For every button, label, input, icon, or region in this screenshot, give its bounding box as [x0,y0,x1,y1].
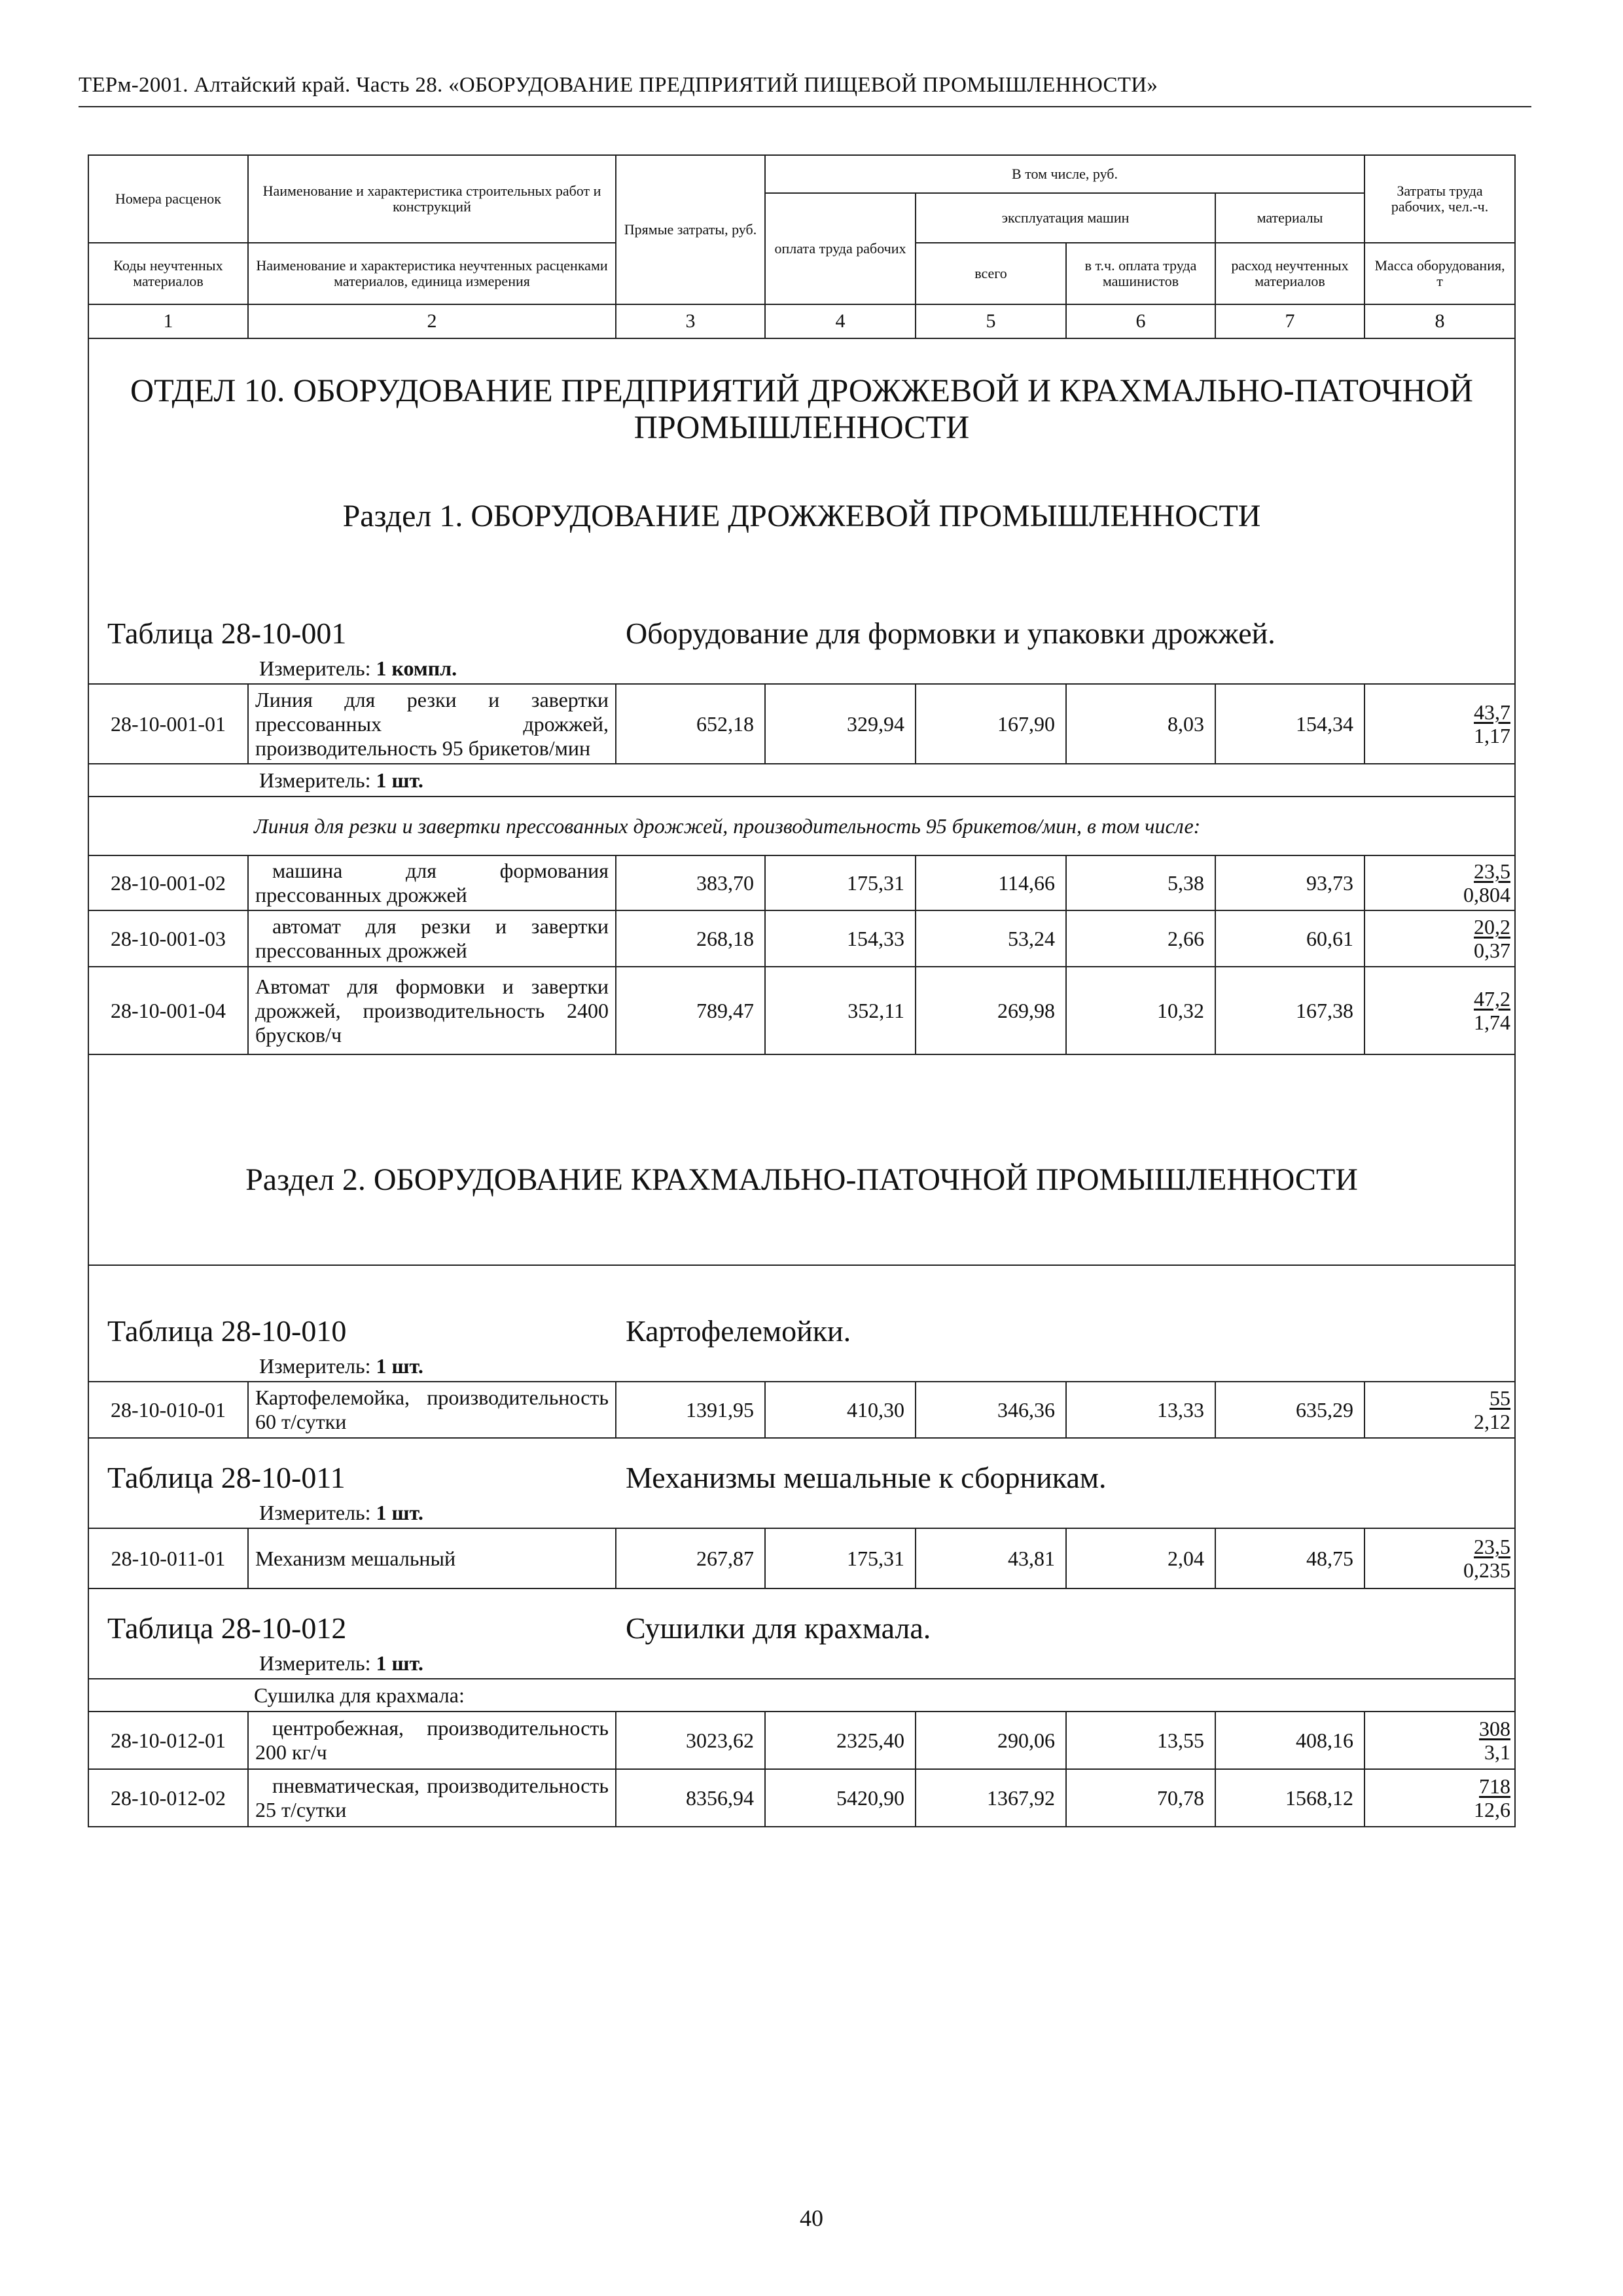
spacer [88,548,1515,614]
th-direct-costs: Прямые затраты, руб. [616,155,765,304]
col-num: 3 [616,304,765,338]
measure-label: Измеритель: [259,656,371,680]
materials: 408,16 [1215,1712,1364,1769]
labor-hours: 43,7 [1474,700,1511,724]
equipment-mass: 1,74 [1474,1011,1511,1034]
col-num: 5 [916,304,1066,338]
measure-line [88,764,1515,797]
machinist-pay: 70,78 [1066,1769,1215,1827]
materials: 1568,12 [1215,1769,1364,1827]
equipment-mass: 0,804 [1463,883,1511,906]
direct-costs: 383,70 [616,855,765,910]
machinist-pay: 2,04 [1066,1528,1215,1588]
measure-label: Измеритель: [259,1354,371,1378]
labor-hours: 718 [1479,1774,1511,1798]
direct-costs: 8356,94 [616,1769,765,1827]
table-description: Оборудование для формовки и упаковки дрожжей. [626,617,1275,650]
materials: 167,38 [1215,967,1364,1054]
direct-costs: 789,47 [616,967,765,1054]
labor-mass-fraction [1364,1712,1515,1769]
rate-name: центробежная, производительность 200 кг/ч [248,1712,616,1769]
labor-pay: 5420,90 [765,1769,916,1827]
table-description: Механизмы мешальные к сборникам. [626,1461,1107,1494]
direct-costs: 267,87 [616,1528,765,1588]
th-work-name: Наименование и характеристика строительных работ и конструкций [248,155,616,243]
th-material-usage: расход неучтенных материалов [1215,243,1364,304]
col-num: 4 [765,304,916,338]
rate-name: машина для формования прессованных дрожжей [248,855,616,910]
machinist-pay: 13,55 [1066,1712,1215,1769]
measure-line [88,1648,1515,1679]
table-heading [88,1438,1515,1498]
rate-code: 28-10-001-03 [88,910,248,967]
labor-mass-fraction [1364,1382,1515,1438]
th-labor-hours: Затраты труда рабочих, чел.-ч. [1364,155,1515,243]
labor-pay: 2325,40 [765,1712,916,1769]
th-including: В том числе, руб. [765,155,1364,193]
measure-unit: 1 компл. [376,656,457,680]
th-machinist-pay: в т.ч. оплата труда машинистов [1066,243,1215,304]
measure-label: Измеритель: [259,1500,371,1524]
th-labor-pay: оплата труда рабочих [765,193,916,304]
rate-name: пневматическая, производительность 25 т/сутки [248,1769,616,1827]
section-otdel-title: ОТДЕЛ 10. ОБОРУДОВАНИЕ ПРЕДПРИЯТИЙ ДРОЖЖЕВОЙ И КРАХМАЛЬНО-ПАТОЧНОЙ ПРОМЫШЛЕННОСТИ [88,338,1515,483]
labor-mass-fraction [1364,1528,1515,1588]
direct-costs: 1391,95 [616,1382,765,1438]
table-row [88,910,1515,967]
rate-name: Линия для резки и завертки прессованных дрожжей, производительность 95 брикетов/мин [248,684,616,764]
rate-name: Автомат для формовки и завертки дрожжей, производительность 2400 брусков/ч [248,967,616,1054]
labor-pay: 352,11 [765,967,916,1054]
table-heading [88,614,1515,653]
rates-table [88,154,1516,1827]
labor-hours: 23,5 [1474,859,1511,883]
labor-pay: 329,94 [765,684,916,764]
labor-mass-fraction [1364,910,1515,967]
rate-code: 28-10-012-02 [88,1769,248,1827]
direct-costs: 268,18 [616,910,765,967]
measure-line [88,653,1515,684]
page-number: 40 [800,2205,823,2231]
equipment-mass: 12,6 [1474,1798,1511,1821]
group-heading: Линия для резки и завертки прессованных дрожжей, производительность 95 брикетов/мин, в том числе: [88,797,1515,855]
machines-total: 53,24 [916,910,1066,967]
th-rate-numbers: Номера расценок [88,155,248,243]
measure-unit: 1 шт. [376,1500,423,1524]
rate-name: Механизм мешальный [248,1528,616,1588]
rate-code: 28-10-012-01 [88,1712,248,1769]
labor-pay: 175,31 [765,1528,916,1588]
col-num: 2 [248,304,616,338]
measure-line [88,1498,1515,1528]
equipment-mass: 0,235 [1463,1558,1511,1582]
table-heading [88,1588,1515,1648]
labor-hours: 55 [1489,1386,1511,1410]
machines-total: 269,98 [916,967,1066,1054]
measure-line [88,1351,1515,1382]
measure-unit: 1 шт. [376,1651,423,1675]
equipment-mass: 2,12 [1474,1410,1511,1433]
th-material-codes: Коды неучтенных материалов [88,243,248,304]
col-num: 8 [1364,304,1515,338]
table-row [88,1712,1515,1769]
machinist-pay: 2,66 [1066,910,1215,967]
machinist-pay: 8,03 [1066,684,1215,764]
table-title: Таблица 28-10-011 [107,1461,346,1494]
labor-hours: 23,5 [1474,1535,1511,1558]
table-title: Таблица 28-10-012 [107,1611,347,1645]
rate-code: 28-10-001-04 [88,967,248,1054]
table-title: Таблица 28-10-010 [107,1314,347,1348]
measure-unit: 1 шт. [376,1354,423,1378]
labor-hours: 47,2 [1474,987,1511,1011]
measure-label: Измеритель: [259,768,371,792]
group-heading: Сушилка для крахмала: [88,1679,1515,1712]
table-description: Сушилки для крахмала. [626,1611,931,1645]
machines-total: 1367,92 [916,1769,1066,1827]
col-num: 1 [88,304,248,338]
rate-code: 28-10-010-01 [88,1382,248,1438]
labor-pay: 154,33 [765,910,916,967]
table-row [88,855,1515,910]
rate-code: 28-10-011-01 [88,1528,248,1588]
table-row [88,1382,1515,1438]
labor-hours: 20,2 [1474,915,1511,939]
machines-total: 290,06 [916,1712,1066,1769]
th-equipment-mass: Масса оборудования, т [1364,243,1515,304]
section-razdel2-title: Раздел 2. ОБОРУДОВАНИЕ КРАХМАЛЬНО-ПАТОЧНОЙ ПРОМЫШЛЕННОСТИ [88,1054,1515,1265]
labor-hours: 308 [1479,1717,1511,1740]
machinist-pay: 10,32 [1066,967,1215,1054]
machines-total: 43,81 [916,1528,1066,1588]
table-title: Таблица 28-10-001 [107,617,347,650]
machinist-pay: 5,38 [1066,855,1215,910]
machines-total: 346,36 [916,1382,1066,1438]
materials: 93,73 [1215,855,1364,910]
materials: 60,61 [1215,910,1364,967]
th-materials: материалы [1215,193,1364,243]
materials: 635,29 [1215,1382,1364,1438]
section-razdel1-title: Раздел 1. ОБОРУДОВАНИЕ ДРОЖЖЕВОЙ ПРОМЫШЛЕННОСТИ [88,483,1515,548]
table-row [88,684,1515,764]
labor-mass-fraction [1364,1769,1515,1827]
labor-pay: 410,30 [765,1382,916,1438]
running-header: ТЕРм-2001. Алтайский край. Часть 28. «ОБОРУДОВАНИЕ ПРЕДПРИЯТИЙ ПИЩЕВОЙ ПРОМЫШЛЕННОСТИ» [79,73,1158,97]
machinist-pay: 13,33 [1066,1382,1215,1438]
measure-label: Измеритель: [259,1651,371,1675]
labor-mass-fraction [1364,684,1515,764]
machines-total: 167,90 [916,684,1066,764]
table-row [88,967,1515,1054]
materials: 48,75 [1215,1528,1364,1588]
rate-name: Картофелемойка, производительность 60 т/сутки [248,1382,616,1438]
rate-name: автомат для резки и завертки прессованных дрожжей [248,910,616,967]
measure-unit: 1 шт. [376,768,423,792]
col-num: 6 [1066,304,1215,338]
equipment-mass: 1,17 [1474,724,1511,747]
table-heading [88,1312,1515,1351]
machines-total: 114,66 [916,855,1066,910]
rate-code: 28-10-001-01 [88,684,248,764]
labor-mass-fraction [1364,967,1515,1054]
rate-code: 28-10-001-02 [88,855,248,910]
spacer [88,1265,1515,1312]
direct-costs: 652,18 [616,684,765,764]
table-row [88,1528,1515,1588]
direct-costs: 3023,62 [616,1712,765,1769]
labor-pay: 175,31 [765,855,916,910]
labor-mass-fraction [1364,855,1515,910]
equipment-mass: 0,37 [1474,939,1511,962]
equipment-mass: 3,1 [1484,1740,1511,1764]
th-material-names: Наименование и характеристика неучтенных расценками материалов, единица измерения [248,243,616,304]
table-description: Картофелемойки. [626,1314,851,1348]
header-rule [79,106,1531,107]
materials: 154,34 [1215,684,1364,764]
th-machines: эксплуатация машин [916,193,1215,243]
table-row [88,1769,1515,1827]
col-num: 7 [1215,304,1364,338]
th-machines-total: всего [916,243,1066,304]
